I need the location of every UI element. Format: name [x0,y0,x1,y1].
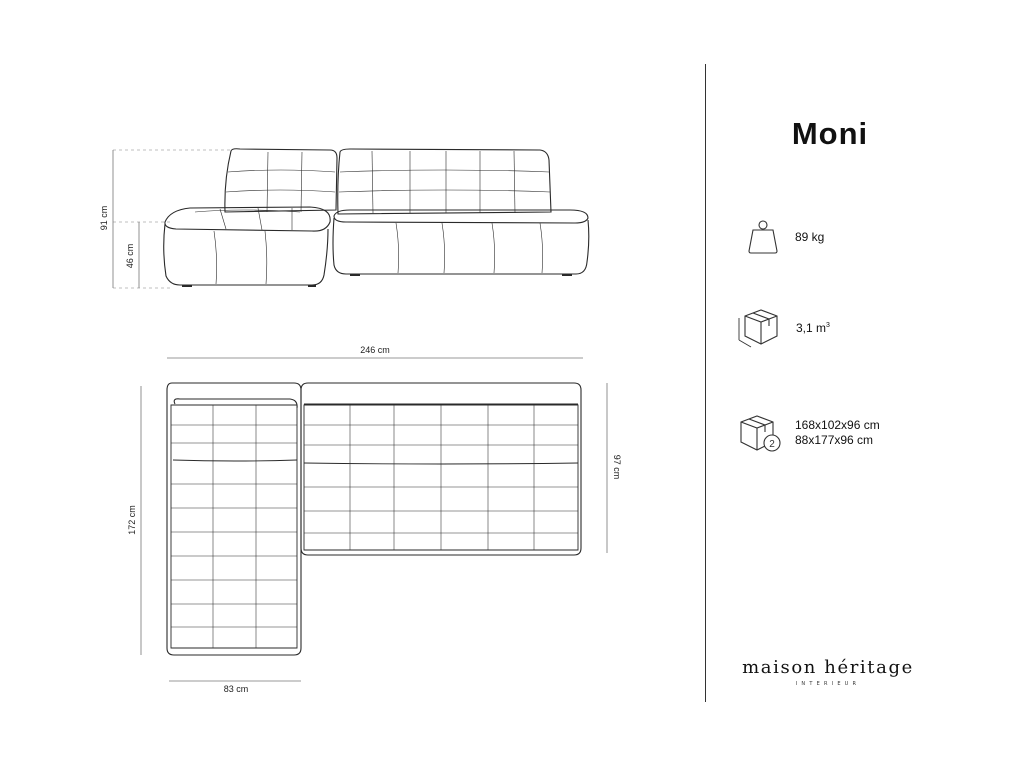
box-icon [737,306,783,350]
seat-height-label: 46 cm [125,243,135,269]
product-title: Moni [791,116,869,151]
brand-subtitle: INTERIEUR [795,681,861,687]
chaise-top-outline [167,383,301,655]
package-size-2: 88x177x96 cm [795,433,874,447]
package-count: 2 [769,439,775,450]
section-divider [705,64,706,702]
chaise-back-cushion [225,149,337,212]
width-chaise-label: 83 cm [223,684,249,694]
sofa-back-cushion [338,149,551,214]
depth-sofa-label: 97 cm [612,454,622,480]
sofa-base [333,218,589,274]
width-total-label: 246 cm [360,345,390,355]
volume-value [796,321,830,335]
front-view [113,149,589,288]
package-size-1: 168x102x96 cm [795,418,880,432]
chaise-base [164,224,328,285]
depth-chaise-label: 172 cm [127,505,137,535]
volume-number: 3,1 m [796,321,827,335]
volume-superscript: 3 [826,322,830,329]
weight-icon [745,218,781,256]
brand-logo: maison héritage [742,657,914,678]
packages-icon [737,412,783,456]
top-dimension-lines [141,358,607,681]
top-view [167,383,581,655]
chaise-top-seat [171,405,297,648]
weight-value: 89 kg [795,230,825,244]
height-total-label: 91 cm [99,205,109,231]
